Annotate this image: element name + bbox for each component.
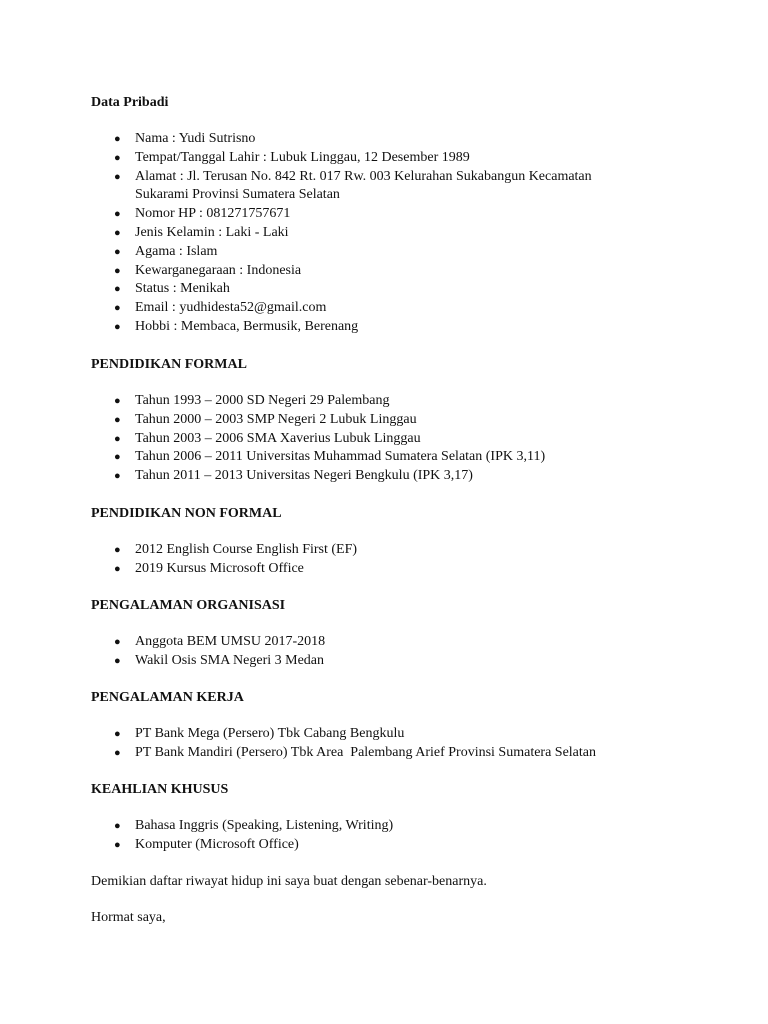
bullet-icon: ● <box>114 728 121 740</box>
list-item: ● Tahun 2011 – 2013 Universitas Negeri Bengkulu (IPK 3,17) <box>91 467 545 486</box>
bullet-icon: ● <box>114 133 121 145</box>
section-heading-work: PENGALAMAN KERJA <box>91 690 244 705</box>
list-item: ● Nama : Yudi Sutrisno <box>91 130 635 149</box>
list-item: ● Bahasa Inggris (Speaking, Listening, Writing) <box>91 817 393 836</box>
list-item: ● Tempat/Tanggal Lahir : Lubuk Linggau, 12 Desember 1989 <box>91 149 635 168</box>
list-item: ● Wakil Osis SMA Negeri 3 Medan <box>91 652 325 671</box>
closing-salutation: Hormat saya, <box>91 910 166 925</box>
list-item: ● 2012 English Course English First (EF) <box>91 541 357 560</box>
list-item: ● Tahun 2000 – 2003 SMP Negeri 2 Lubuk Linggau <box>91 411 545 430</box>
list-item: ● Alamat : Jl. Terusan No. 842 Rt. 017 Rw. 003 Kelurahan Sukabangun Kecamatan Sukarami Provinsi Sumatera Selatan <box>114 168 592 203</box>
section-heading-skills: KEAHLIAN KHUSUS <box>91 782 229 797</box>
section-heading-formal-education: PENDIDIKAN FORMAL <box>91 357 247 372</box>
list-item: ● Tahun 2003 – 2006 SMA Xaverius Lubuk Linggau <box>91 430 545 449</box>
bullet-icon: ● <box>114 562 121 575</box>
bullet-icon: ● <box>114 208 121 221</box>
bullet-icon: ● <box>114 432 121 445</box>
list-item: ● PT Bank Mandiri (Persero) Tbk Area Palembang Arief Provinsi Sumatera Selatan <box>91 744 596 763</box>
list-item: ● Jenis Kelamin : Laki - Laki <box>91 224 635 243</box>
bullet-icon: ● <box>114 746 121 759</box>
bullet-icon: ● <box>114 264 121 277</box>
bullet-icon: ● <box>114 636 121 648</box>
bullet-icon: ● <box>114 245 121 258</box>
bullet-icon: ● <box>114 820 121 832</box>
section-heading-nonformal-education: PENDIDIKAN NON FORMAL <box>91 506 282 521</box>
bullet-icon: ● <box>114 470 121 483</box>
list-item: ● Kewarganegaraan : Indonesia <box>91 262 635 281</box>
work-list <box>91 725 596 763</box>
list-item: ● Hobbi : Membaca, Bermusik, Berenang <box>91 318 635 337</box>
section-heading-organization: PENGALAMAN ORGANISASI <box>91 598 286 613</box>
nonformal-education-list <box>91 541 357 579</box>
bullet-icon: ● <box>114 413 121 426</box>
list-item: ● Email : yudhidesta52@gmail.com <box>91 299 635 318</box>
bullet-icon: ● <box>114 395 121 407</box>
list-item: ● Nomor HP : 081271757671 <box>91 205 635 224</box>
bullet-icon: ● <box>114 838 121 851</box>
personal-data-list <box>91 130 635 337</box>
list-item: ● PT Bank Mega (Persero) Tbk Cabang Bengkulu <box>91 725 596 744</box>
bullet-icon: ● <box>114 544 121 556</box>
bullet-icon: ● <box>114 151 121 164</box>
bullet-icon: ● <box>114 302 121 315</box>
closing-statement: Demikian daftar riwayat hidup ini saya buat dengan sebenar-benarnya. <box>91 874 487 889</box>
bullet-icon: ● <box>114 226 121 239</box>
list-item: ● Agama : Islam <box>91 243 635 262</box>
list-item: ● Komputer (Microsoft Office) <box>91 836 393 855</box>
formal-education-list <box>91 392 545 486</box>
bullet-icon: ● <box>114 170 121 183</box>
section-heading-personal: Data Pribadi <box>91 95 169 110</box>
bullet-icon: ● <box>114 451 121 464</box>
bullet-icon: ● <box>114 654 121 667</box>
list-item: ● Tahun 1993 – 2000 SD Negeri 29 Palembang <box>91 392 545 411</box>
list-item: ● Tahun 2006 – 2011 Universitas Muhammad Sumatera Selatan (IPK 3,11) <box>91 448 545 467</box>
bullet-icon: ● <box>114 320 121 333</box>
list-item: ● Status : Menikah <box>91 280 635 299</box>
skills-list <box>91 817 393 855</box>
list-item: ● 2019 Kursus Microsoft Office <box>91 560 357 579</box>
list-item: ● Anggota BEM UMSU 2017-2018 <box>91 633 325 652</box>
organization-list <box>91 633 325 671</box>
bullet-icon: ● <box>114 283 121 296</box>
